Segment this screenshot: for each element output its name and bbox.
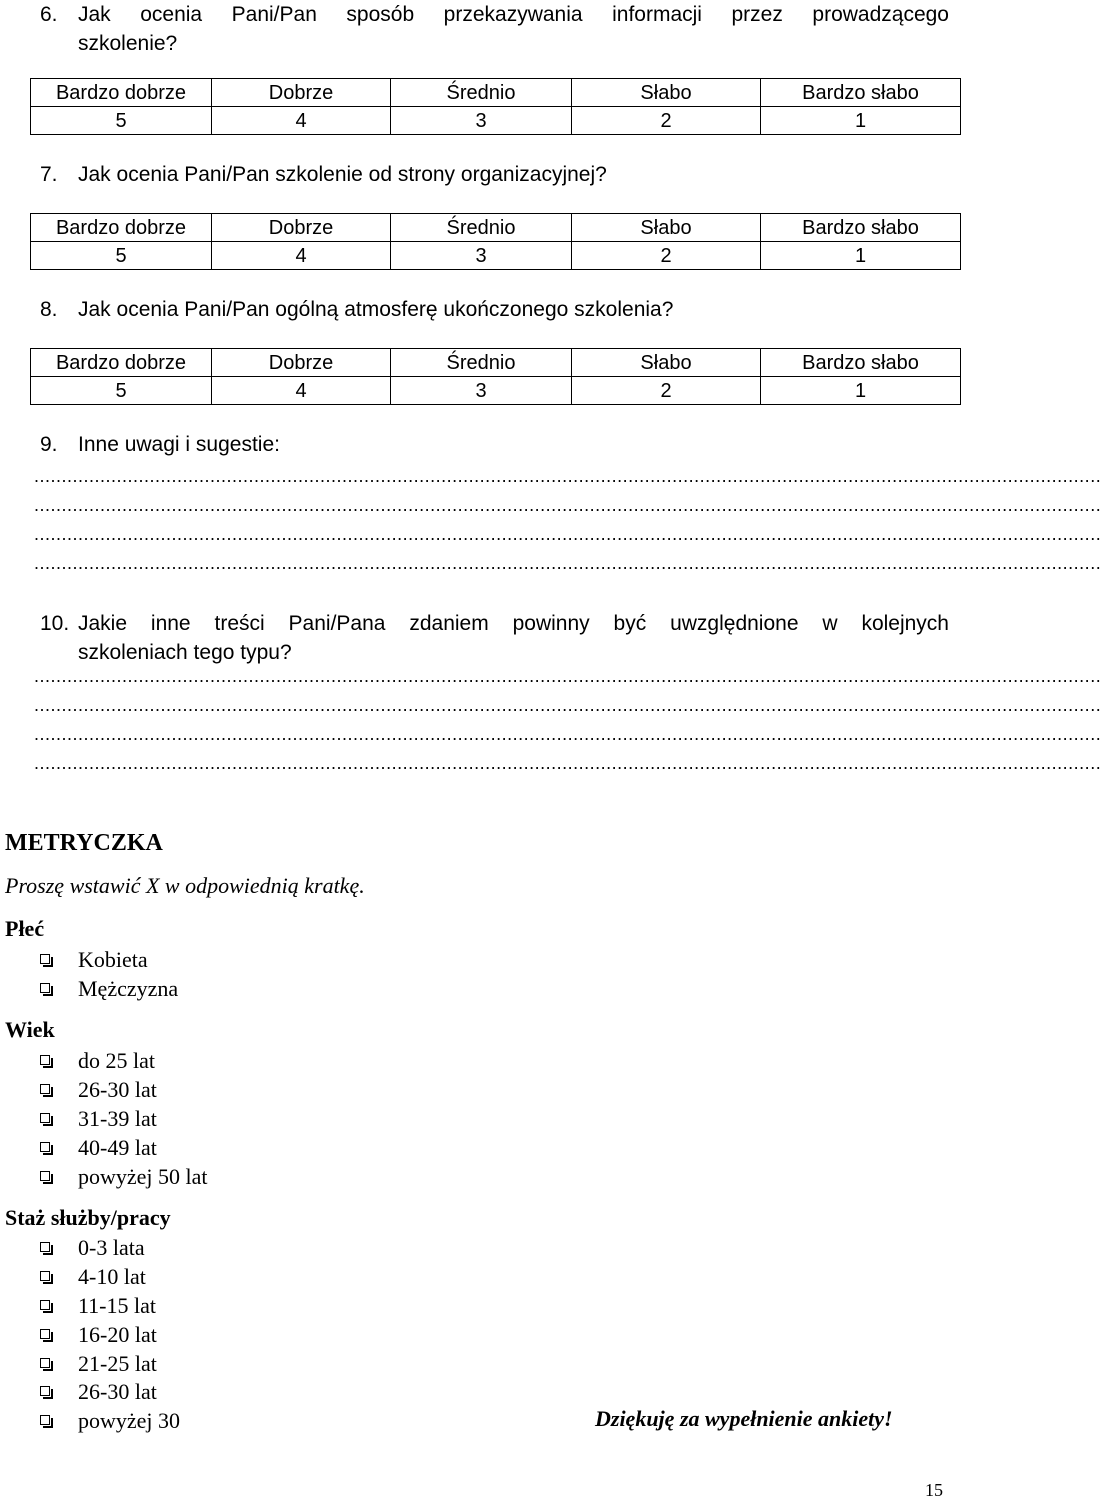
rating-value[interactable]: 3 — [391, 107, 572, 135]
question-number: 7. — [40, 163, 58, 186]
rating-label: Dobrze — [212, 349, 391, 377]
checkbox-icon[interactable] — [40, 1358, 50, 1368]
checkbox-icon[interactable] — [40, 954, 50, 964]
checkbox-icon[interactable] — [40, 983, 50, 993]
option-label: powyżej 50 lat — [78, 1164, 208, 1189]
checkbox-icon[interactable] — [40, 1142, 50, 1152]
rating-value[interactable]: 1 — [761, 107, 961, 135]
rating-value[interactable]: 2 — [572, 242, 761, 270]
option-label: 40-49 lat — [78, 1135, 157, 1160]
answer-dotted-line[interactable]: .................................................................................................................................................................................................. — [34, 695, 1101, 715]
option-label: Mężczyzna — [78, 976, 179, 1001]
checkbox-icon[interactable] — [40, 1171, 50, 1181]
question-text: Jak ocenia Pani/Pan sposób przekazywania informacji przez prowadzącego — [78, 3, 949, 26]
question-number: 8. — [40, 298, 58, 321]
question-text-cont: szkoleniach tego typu? — [78, 641, 292, 664]
question-text: Inne uwagi i sugestie: — [78, 433, 280, 456]
rating-label: Bardzo dobrze — [31, 79, 212, 107]
answer-dotted-line[interactable]: .................................................................................................................................................................................................. — [34, 553, 1101, 573]
rating-label: Średnio — [391, 349, 572, 377]
option-label: 16-20 lat — [78, 1322, 157, 1347]
rating-label: Słabo — [572, 349, 761, 377]
rating-label: Bardzo dobrze — [31, 349, 212, 377]
checkbox-icon[interactable] — [40, 1329, 50, 1339]
rating-values-row — [31, 377, 961, 405]
answer-dotted-line[interactable]: .................................................................................................................................................................................................. — [34, 466, 1101, 486]
checkbox-icon[interactable] — [40, 1300, 50, 1310]
rating-label: Średnio — [391, 79, 572, 107]
rating-label: Bardzo słabo — [761, 214, 961, 242]
option-label: Kobieta — [78, 947, 148, 972]
rating-value[interactable]: 2 — [572, 377, 761, 405]
thank-you-note: Dziękuję za wypełnienie ankiety! — [595, 1406, 893, 1431]
rating-label: Średnio — [391, 214, 572, 242]
rating-value[interactable]: 5 — [31, 242, 212, 270]
checkbox-icon[interactable] — [40, 1055, 50, 1065]
question-text: Jakie inne treści Pani/Pana zdaniem powinny być uwzględnione w kolejnych — [78, 612, 949, 635]
rating-label: Dobrze — [212, 214, 391, 242]
checkbox-icon[interactable] — [40, 1113, 50, 1123]
metryczka-title: METRYCZKA — [5, 830, 163, 856]
option-label: 11-15 lat — [78, 1293, 156, 1318]
question-text-cont: szkolenie? — [78, 32, 178, 55]
question-number: 10. — [40, 612, 70, 635]
rating-label: Dobrze — [212, 79, 391, 107]
section-heading-tenure: Staż służby/pracy — [5, 1205, 171, 1230]
answer-dotted-line[interactable]: .................................................................................................................................................................................................. — [34, 753, 1101, 773]
rating-table-q8 — [30, 348, 961, 405]
rating-value[interactable]: 2 — [572, 107, 761, 135]
rating-value[interactable]: 3 — [391, 242, 572, 270]
answer-dotted-line[interactable]: .................................................................................................................................................................................................. — [34, 495, 1101, 515]
checkbox-icon[interactable] — [40, 1084, 50, 1094]
option-label: 0-3 lata — [78, 1235, 145, 1260]
rating-value[interactable]: 3 — [391, 377, 572, 405]
rating-value[interactable]: 4 — [212, 107, 391, 135]
option-label: 31-39 lat — [78, 1106, 157, 1131]
question-text: Jak ocenia Pani/Pan ogólną atmosferę ukończonego szkolenia? — [78, 298, 674, 321]
option-label: 4-10 lat — [78, 1264, 146, 1289]
checkbox-icon[interactable] — [40, 1242, 50, 1252]
checkbox-icon[interactable] — [40, 1415, 50, 1425]
question-text: Jak ocenia Pani/Pan szkolenie od strony organizacyjnej? — [78, 163, 607, 186]
question-number: 9. — [40, 433, 58, 456]
answer-dotted-line[interactable]: .................................................................................................................................................................................................. — [34, 524, 1101, 544]
section-heading-gender: Płeć — [5, 916, 45, 941]
rating-labels-row — [31, 349, 961, 377]
rating-value[interactable]: 5 — [31, 107, 212, 135]
page-number: 15 — [925, 1480, 943, 1500]
checkbox-icon[interactable] — [40, 1271, 50, 1281]
rating-value[interactable]: 1 — [761, 377, 961, 405]
section-heading-age: Wiek — [5, 1017, 55, 1042]
rating-table-q7 — [30, 213, 961, 270]
rating-value[interactable]: 4 — [212, 242, 391, 270]
rating-values-row — [31, 107, 961, 135]
rating-labels-row — [31, 79, 961, 107]
option-label: 21-25 lat — [78, 1351, 157, 1376]
rating-labels-row — [31, 214, 961, 242]
checkbox-icon[interactable] — [40, 1386, 50, 1396]
rating-label: Słabo — [572, 214, 761, 242]
rating-label: Słabo — [572, 79, 761, 107]
answer-dotted-line[interactable]: .................................................................................................................................................................................................. — [34, 724, 1101, 744]
rating-table-q6 — [30, 78, 961, 135]
option-label: 26-30 lat — [78, 1077, 157, 1102]
rating-value[interactable]: 5 — [31, 377, 212, 405]
rating-value[interactable]: 1 — [761, 242, 961, 270]
answer-dotted-line[interactable]: .................................................................................................................................................................................................. — [34, 666, 1101, 686]
option-label: powyżej 30 — [78, 1408, 181, 1433]
instruction-text: Proszę wstawić X w odpowiednią kratkę. — [5, 873, 365, 898]
rating-label: Bardzo słabo — [761, 349, 961, 377]
option-label: 26-30 lat — [78, 1379, 157, 1404]
rating-value[interactable]: 4 — [212, 377, 391, 405]
rating-label: Bardzo dobrze — [31, 214, 212, 242]
question-number: 6. — [40, 3, 58, 26]
option-label: do 25 lat — [78, 1048, 155, 1073]
rating-values-row — [31, 242, 961, 270]
rating-label: Bardzo słabo — [761, 79, 961, 107]
